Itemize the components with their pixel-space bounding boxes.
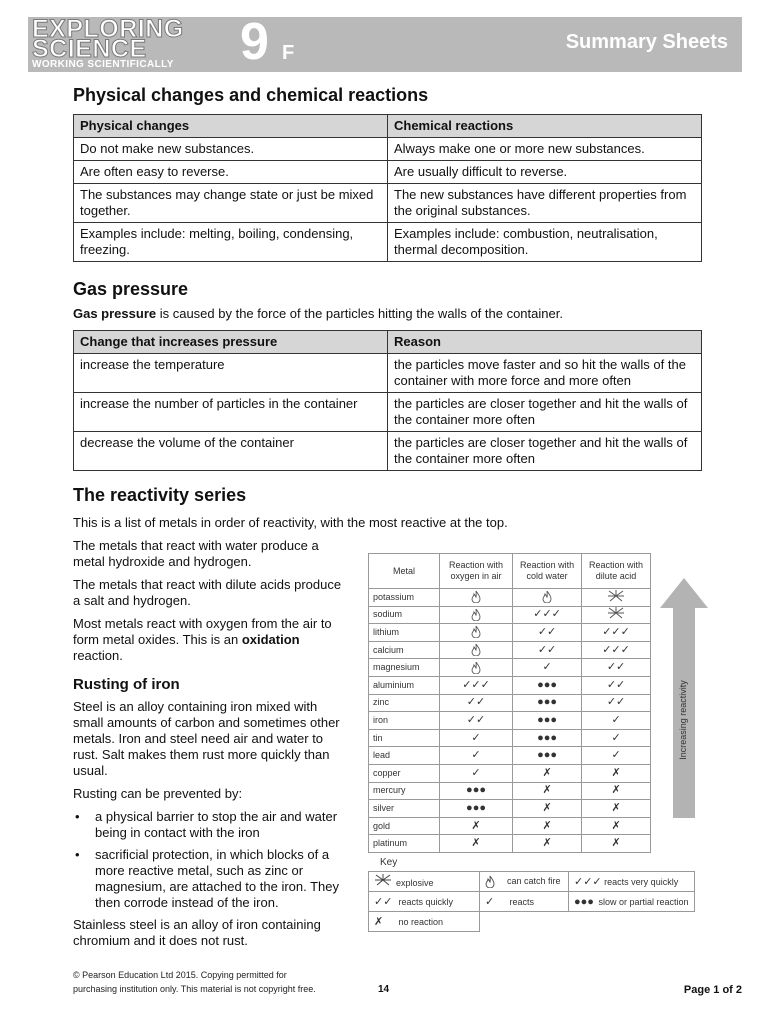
key-label: slow or partial reaction (598, 896, 689, 907)
fire-icon (440, 624, 513, 642)
reaction-symbol: ●●● (440, 782, 513, 800)
key-row (369, 912, 695, 932)
reaction-symbol: ✓ (513, 659, 582, 677)
rusting-text-column (73, 699, 348, 956)
key-row (369, 872, 695, 892)
explosive-icon (582, 606, 651, 624)
table-row (74, 184, 702, 223)
key-label: can catch fire (507, 876, 561, 887)
column-header: Metal (369, 554, 440, 589)
table-cell: increase the number of particles in the container (74, 393, 388, 432)
reaction-symbol: ✓✓✓ (582, 641, 651, 659)
copyright-line: © Pearson Education Ltd 2015. Copying permitted for (73, 970, 287, 980)
column-header: Change that increases pressure (74, 331, 388, 354)
reaction-symbol: ✓✓✓ (440, 676, 513, 694)
reaction-symbol: ●●● (440, 800, 513, 818)
reaction-symbol: ✓✓ (440, 712, 513, 730)
copyright-notice (73, 968, 316, 996)
reactivity-text-column (73, 538, 348, 671)
oxidation-term: oxidation (241, 632, 300, 647)
table-cell: the particles are closer together and hit the walls of the container more often (388, 393, 702, 432)
fire-icon (513, 589, 582, 607)
reaction-symbol: ✓ (440, 747, 513, 765)
table-row (369, 782, 651, 800)
table-row (369, 659, 651, 677)
metal-name: zinc (369, 694, 440, 712)
triple-tick-icon: ✓✓✓ (574, 876, 602, 888)
key-row (369, 892, 695, 912)
reaction-symbol: ✗ (582, 782, 651, 800)
table-cell: the particles move faster and so hit the walls of the container with more force and more often (388, 354, 702, 393)
section-title-reactivity-series: The reactivity series (73, 485, 247, 505)
metal-name: lead (369, 747, 440, 765)
metal-name: aluminium (369, 676, 440, 694)
oxidation-paragraph (73, 616, 348, 664)
table-row (369, 800, 651, 818)
reaction-symbol: ✗ (582, 817, 651, 835)
table-header-row (74, 115, 702, 138)
reaction-symbol: ●●● (513, 676, 582, 694)
fire-icon (440, 589, 513, 607)
key-entry-reacts (480, 892, 569, 912)
reaction-symbol: ✗ (440, 835, 513, 853)
table-row (369, 729, 651, 747)
reaction-symbol: ✓✓✓ (513, 606, 582, 624)
reaction-symbol: ✓✓✓ (582, 624, 651, 642)
table-cell: Examples include: melting, boiling, condensing, freezing. (74, 223, 388, 262)
key-entry-quickly (369, 892, 480, 912)
table-row (369, 589, 651, 607)
metal-name: sodium (369, 606, 440, 624)
reaction-symbol: ●●● (513, 747, 582, 765)
metal-name: tin (369, 729, 440, 747)
column-header: Chemical reactions (388, 115, 702, 138)
table-row (74, 161, 702, 184)
table-row (369, 764, 651, 782)
column-header: Reason (388, 331, 702, 354)
fire-icon (440, 606, 513, 624)
table-row (74, 393, 702, 432)
key-entry-very-quickly (569, 872, 695, 892)
reaction-symbol: ✓ (582, 747, 651, 765)
metal-name: potassium (369, 589, 440, 607)
table-row (369, 835, 651, 853)
rust-prevention-list (73, 809, 348, 911)
metal-name: platinum (369, 835, 440, 853)
table-row (369, 817, 651, 835)
oxidation-text-start: Most metals react with oxygen from the air to form metal oxides. This is an (73, 616, 332, 647)
gas-pressure-definition: is caused by the force of the particles hitting the walls of the container. (156, 306, 563, 321)
gas-pressure-table (73, 330, 702, 471)
reactivity-series-table (368, 553, 651, 853)
list-item: • a physical barrier to stop the air and water being in contact with the iron (73, 809, 348, 841)
table-row (369, 747, 651, 765)
explosive-icon (374, 874, 396, 889)
reaction-symbol: ✓ (440, 729, 513, 747)
reaction-symbol: ●●● (513, 712, 582, 730)
explosive-icon (582, 589, 651, 607)
table-row (74, 223, 702, 262)
key-label: explosive (396, 878, 434, 888)
fire-icon (440, 659, 513, 677)
reaction-symbol: ✓✓ (582, 659, 651, 677)
reactivity-header-row (369, 554, 651, 589)
header-banner (28, 13, 742, 72)
reaction-symbol: ✗ (582, 764, 651, 782)
column-header: Reaction with oxygen in air (440, 554, 513, 589)
page-of-indicator: Page 1 of 2 (683, 984, 742, 996)
table-cell: The new substances have different properties from the original substances. (388, 184, 702, 223)
key-entry-no-reaction (369, 912, 480, 932)
cross-icon: ✗ (374, 916, 384, 928)
tick-icon: ✓ (485, 896, 495, 908)
fire-icon (440, 641, 513, 659)
reaction-symbol: ✗ (513, 835, 582, 853)
double-tick-icon: ✓✓ (374, 896, 393, 908)
fire-icon (485, 875, 507, 887)
table-cell: decrease the volume of the container (74, 432, 388, 471)
arrow-label: Increasing reactivity (678, 680, 688, 760)
reaction-symbol: ✗ (513, 764, 582, 782)
unit-letter: F (282, 42, 295, 64)
reaction-symbol: ✓ (582, 712, 651, 730)
key-label: reacts quickly (398, 897, 454, 907)
reaction-symbol: ✗ (440, 817, 513, 835)
reaction-symbol: ●●● (513, 729, 582, 747)
copyright-line: purchasing institution only. This material is not copyright free. (73, 984, 316, 994)
key-label: reacts (509, 897, 535, 907)
section-title-gas-pressure: Gas pressure (73, 279, 189, 299)
rust-prevention-intro: Rusting can be prevented by: (73, 786, 243, 801)
table-header-row (74, 331, 702, 354)
dots-icon: ●●● (574, 895, 594, 908)
reaction-symbol: ✗ (582, 800, 651, 818)
table-row (369, 694, 651, 712)
table-row (369, 641, 651, 659)
table-cell: the particles are closer together and hit the walls of the container more often (388, 432, 702, 471)
table-cell: Always make one or more new substances. (388, 138, 702, 161)
reaction-symbol: ✓✓ (513, 641, 582, 659)
reaction-symbol: ✓ (582, 729, 651, 747)
reaction-symbol: ✗ (513, 817, 582, 835)
reaction-symbol: ✓✓ (513, 624, 582, 642)
reaction-symbol: ✓✓ (440, 694, 513, 712)
key-entry-explosive (369, 872, 480, 892)
reaction-symbol: ✓✓ (582, 694, 651, 712)
reaction-symbol: ✓✓ (582, 676, 651, 694)
table-cell: increase the temperature (74, 354, 388, 393)
list-item: • sacrificial protection, in which blocks of a more reactive metal, such as zinc or magnesium, are attached to the iron. They then corrode instead of the iron. (73, 847, 348, 911)
table-row (369, 676, 651, 694)
key-entry-fire (480, 872, 569, 892)
gas-pressure-intro (73, 306, 563, 322)
table-cell: Are often easy to reverse. (74, 161, 388, 184)
unit-number: 9 (240, 13, 269, 71)
steel-alloy-paragraph: Steel is an alloy containing iron mixed with small amounts of carbon and sometimes other metals. Iron and steel need air and water to rust. Salt makes them rust more quickly than usual. (73, 699, 340, 778)
table-row (369, 712, 651, 730)
key-label: no reaction (398, 917, 444, 927)
reaction-symbol: ✗ (513, 800, 582, 818)
reaction-symbol: ✓ (440, 764, 513, 782)
reaction-symbol: ✗ (582, 835, 651, 853)
key-entry-slow (569, 892, 695, 912)
table-row (74, 354, 702, 393)
key-label: reacts very quickly (604, 877, 679, 887)
metal-name: iron (369, 712, 440, 730)
gas-pressure-term: Gas pressure (73, 306, 157, 321)
logo-line2: SCIENCE (32, 35, 147, 63)
metal-name: calcium (369, 641, 440, 659)
table-row (74, 432, 702, 471)
table-cell: The substances may change state or just be mixed together. (74, 184, 388, 223)
reaction-symbol: ✗ (513, 782, 582, 800)
stainless-steel-paragraph: Stainless steel is an alloy of iron containing chromium and it does not rust. (73, 917, 321, 948)
physical-chemical-table (73, 114, 702, 262)
acid-reaction-paragraph: The metals that react with dilute acids produce a salt and hydrogen. (73, 577, 342, 608)
rusting-of-iron-title: Rusting of iron (73, 676, 180, 693)
logo-line3: WORKING SCIENTIFICALLY (32, 59, 174, 70)
table-row (369, 624, 651, 642)
column-header: Reaction with cold water (513, 554, 582, 589)
metal-name: lithium (369, 624, 440, 642)
metal-name: gold (369, 817, 440, 835)
exploring-science-logo (30, 13, 320, 71)
page-number: 14 (378, 984, 390, 995)
water-reaction-paragraph: The metals that react with water produce a metal hydroxide and hydrogen. (73, 538, 319, 569)
metal-name: silver (369, 800, 440, 818)
table-row (369, 606, 651, 624)
column-header: Reaction with dilute acid (582, 554, 651, 589)
column-header: Physical changes (74, 115, 388, 138)
metal-name: copper (369, 764, 440, 782)
oxidation-text-end: reaction. (73, 648, 123, 663)
table-cell: Examples include: combustion, neutralisation, thermal decomposition. (388, 223, 702, 262)
metal-name: mercury (369, 782, 440, 800)
key-title: Key (380, 857, 398, 868)
table-cell: Are usually difficult to reverse. (388, 161, 702, 184)
reactivity-key-table (368, 871, 695, 932)
reaction-symbol: ●●● (513, 694, 582, 712)
section-title-physical-chemical: Physical changes and chemical reactions (73, 85, 429, 105)
metal-name: magnesium (369, 659, 440, 677)
table-row (74, 138, 702, 161)
table-cell: Do not make new substances. (74, 138, 388, 161)
summary-sheets-title: Summary Sheets (565, 31, 728, 53)
logo-line1: EXPLORING (32, 15, 184, 43)
reactivity-intro: This is a list of metals in order of reactivity, with the most reactive at the top. (73, 515, 508, 530)
